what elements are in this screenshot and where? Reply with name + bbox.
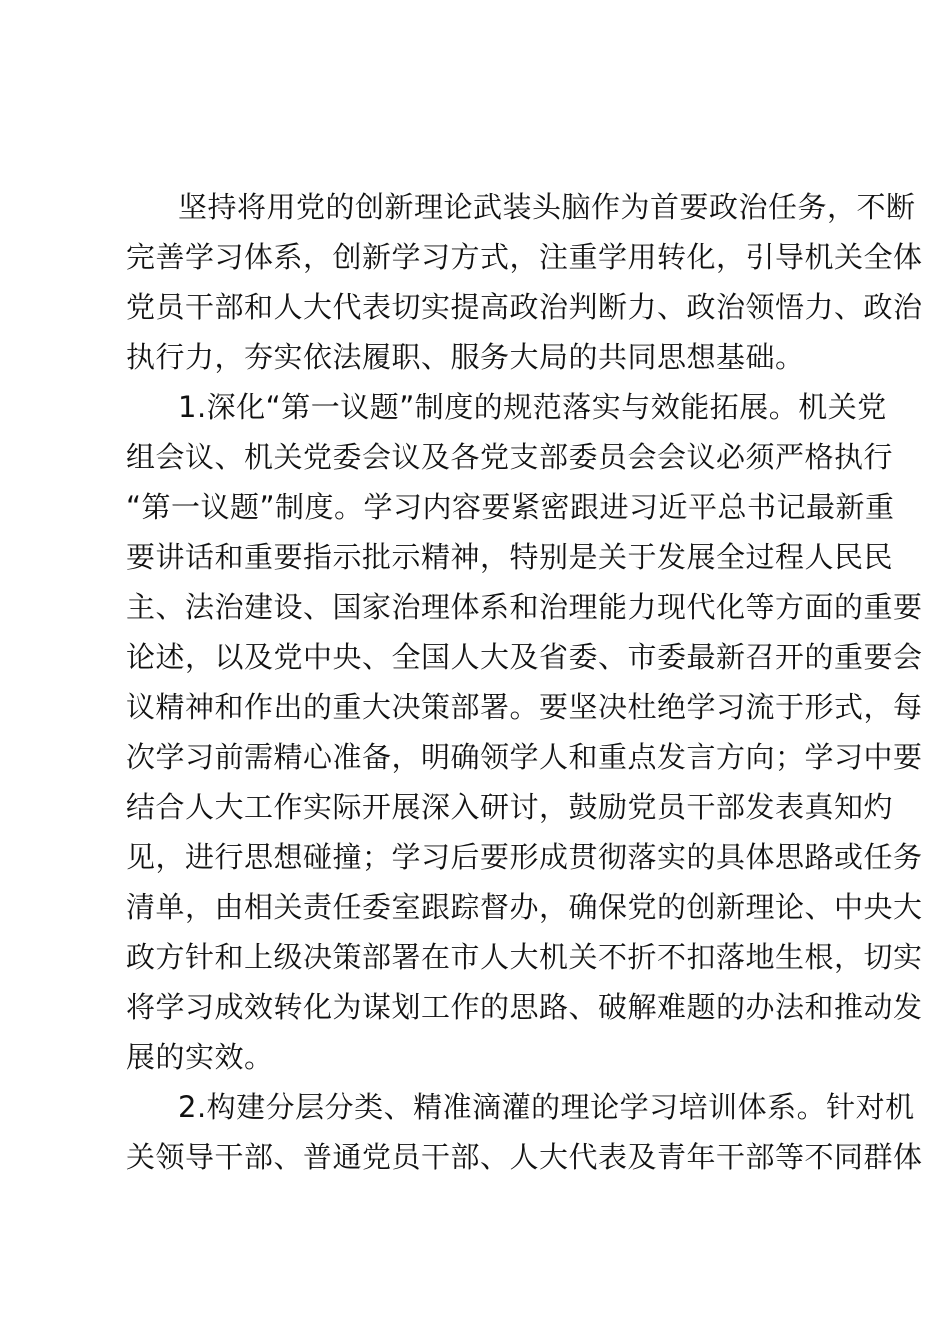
paragraph-item-2 — [126, 1082, 923, 1182]
text-line: 清单，由相关责任委室跟踪督办，确保党的创新理论、中央大 — [126, 890, 923, 924]
text-line: 2.构建分层分类、精准滴灌的理论学习培训体系。针对机 — [178, 1090, 915, 1124]
text-line: 展的实效。 — [126, 1040, 274, 1074]
text-line: “第一议题”制度。学习内容要紧密跟进习近平总书记最新重 — [126, 490, 895, 524]
text-line: 1.深化“第一议题”制度的规范落实与效能拓展。机关党 — [178, 390, 887, 424]
text-line: 见，进行思想碰撞；学习后要形成贯彻落实的具体思路或任务 — [126, 840, 923, 874]
text-line: 结合人大工作实际开展深入研讨，鼓励党员干部发表真知灼 — [126, 790, 894, 824]
text-line: 议精神和作出的重大决策部署。要坚决杜绝学习流于形式，每 — [126, 690, 923, 724]
text-line: 执行力，夯实依法履职、服务大局的共同思想基础。 — [126, 340, 805, 374]
text-line: 将学习成效转化为谋划工作的思路、破解难题的办法和推动发 — [126, 990, 923, 1024]
document-page — [126, 182, 923, 1182]
text-line: 主、法治建设、国家治理体系和治理能力现代化等方面的重要 — [126, 590, 923, 624]
text-line: 要讲话和重要指示批示精神，特别是关于发展全过程人民民 — [126, 540, 894, 574]
text-line: 坚持将用党的创新理论武装头脑作为首要政治任务，不断 — [178, 190, 916, 224]
text-line: 关领导干部、普通党员干部、人大代表及青年干部等不同群体 — [126, 1140, 923, 1174]
text-line: 党员干部和人大代表切实提高政治判断力、政治领悟力、政治 — [126, 290, 923, 324]
text-line: 完善学习体系，创新学习方式，注重学用转化，引导机关全体 — [126, 240, 923, 274]
text-line: 组会议、机关党委会议及各党支部委员会会议必须严格执行 — [126, 440, 894, 474]
paragraph-intro — [126, 182, 923, 382]
text-line: 政方针和上级决策部署在市人大机关不折不扣落地生根，切实 — [126, 940, 923, 974]
text-line: 次学习前需精心准备，明确领学人和重点发言方向；学习中要 — [126, 740, 923, 774]
paragraph-item-1 — [126, 382, 923, 1082]
text-line: 论述，以及党中央、全国人大及省委、市委最新召开的重要会 — [126, 640, 923, 674]
